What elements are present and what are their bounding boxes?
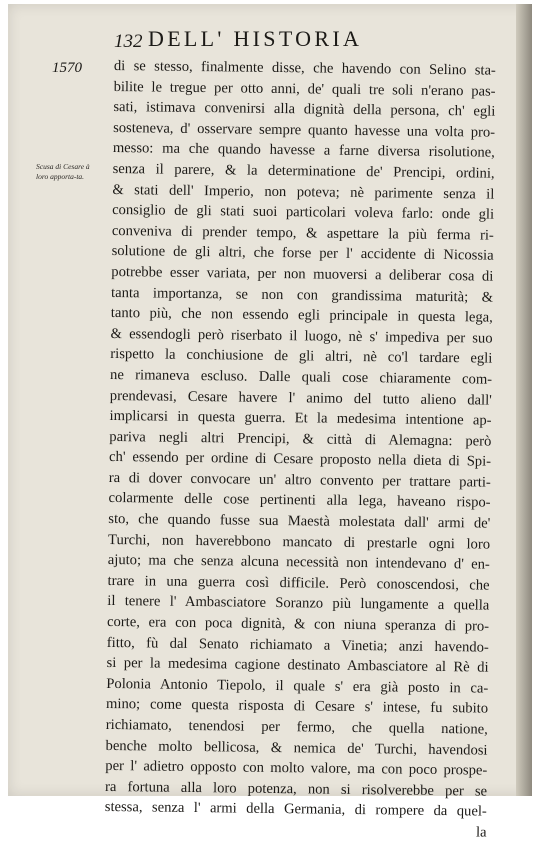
text-line: fitto, fù dal Senato richiamato a Vinetia; anzi havendo- bbox=[106, 634, 489, 656]
text-line: sosteneva, d' osservare sempre quanto havesse una volta pro- bbox=[113, 119, 496, 141]
text-line: corte, era con poca dignità, & con niuna speranza di pro- bbox=[106, 613, 490, 635]
text-line: prendevasi, Cesare havere l' animo del tutto alieno dall' bbox=[109, 387, 492, 409]
text-line: ne rimaneva escluso. Dalle quali cose chiaramente com- bbox=[110, 366, 493, 388]
text-line: potrebbe esser variata, per non muoversi a deliberar cosa di bbox=[111, 263, 494, 285]
text-line: Polonia Antonio Tiepolo, il quale s' era già posto in ca- bbox=[106, 675, 489, 697]
text-line: messo: ma che quando havesse a farne diversa risolutione, bbox=[112, 140, 495, 162]
text-line: richiamato, tenendosi per fermo, che quella natione, bbox=[105, 716, 488, 738]
margin-note: Scusa di Cesare à loro apporta-ta. bbox=[36, 162, 90, 182]
text-line: Turchi, non haverebbono mancato di prestarle ogni loro bbox=[107, 531, 491, 553]
text-line: bilite le tregue per otto anni, de' quali tre soli n'erano pas- bbox=[113, 78, 496, 100]
book-page bbox=[8, 4, 532, 841]
text-line: sati, istimava convenirsi alla dignità della persona, ch' egli bbox=[113, 99, 496, 120]
text-line: sto, che quando fusse sua Maestà molestata dall' armi de' bbox=[108, 511, 491, 532]
text-line: la bbox=[475, 824, 487, 841]
text-line: di se stesso, finalmente disse, che havendo con Selino sta- bbox=[113, 57, 496, 79]
page-gutter-shadow bbox=[516, 4, 532, 796]
text-line: benche molto bellicosa, & nemica de' Turchi, havendosi bbox=[105, 737, 488, 759]
text-line: per l' adietro opposto con molto valore, ma con poco prospe- bbox=[105, 758, 488, 779]
text-line: rispetto la conchiusione de gli altri, nè co'l tardare egli bbox=[110, 346, 493, 367]
text-line: & stati dell' Imperio, non poteva; nè parimente senza il bbox=[112, 181, 495, 203]
text-line: implicarsi in questa guerra. Et la medesima intentione ap- bbox=[109, 408, 492, 429]
text-line: ajuto; ma che senza alcuna necessità non intendevano d' en- bbox=[107, 552, 490, 573]
text-line: & essendogli però riserbato il luogo, nè s' impediva per suo bbox=[110, 325, 493, 347]
text-line: conveniva di prender tempo, & aspettare la più ferma ri- bbox=[111, 222, 494, 244]
text-line: consiglio de gli stati suoi particolari voleva farlo: onde gli bbox=[112, 202, 495, 223]
body-text bbox=[104, 56, 496, 843]
text-line: mino; come questa risposta di Cesare s' intese, fu subito bbox=[105, 696, 489, 718]
margin-year: 1570 bbox=[52, 60, 82, 76]
text-line: tanto più, che non essendo egli principale in questa lega, bbox=[110, 305, 493, 326]
text-line: tanta importanza, se non con grandissima maturità; & bbox=[111, 284, 494, 306]
page-number: 132 bbox=[114, 31, 143, 52]
text-line: senza il parere, & la determinatione de' Prencipi, ordini, bbox=[112, 160, 495, 182]
text-line: solutione de gli altri, che forse per l' accidente di Nicossia bbox=[111, 243, 494, 264]
text-line: il tenere l' Ambasciatore Soranzo più lungamente a quella bbox=[107, 593, 490, 615]
text-line: ra fortuna alla loro potenza, non si risolverebbe per se bbox=[104, 778, 488, 800]
text-line: trare in una guerra così difficile. Però conoscendosi, che bbox=[107, 572, 490, 594]
text-line: ra di dover convocare un' altro convento per trattare parti- bbox=[108, 469, 491, 491]
running-title: DELL' HISTORIA bbox=[148, 26, 363, 51]
text-line: si per la medesima cagione destinato Ambasciatore al Rè di bbox=[106, 655, 489, 676]
text-line: stessa, senza l' armi della Germania, di rompere da quel- bbox=[104, 799, 487, 820]
text-line: colarmente delle cose pertinenti alla lega, haveano rispo- bbox=[108, 490, 491, 512]
text-line: pariva negli altri Prencipi, & città di Alemagna: però bbox=[109, 428, 492, 450]
text-line: ch' essendo per ordine di Cesare proposto nella dieta di Spi- bbox=[108, 449, 492, 470]
